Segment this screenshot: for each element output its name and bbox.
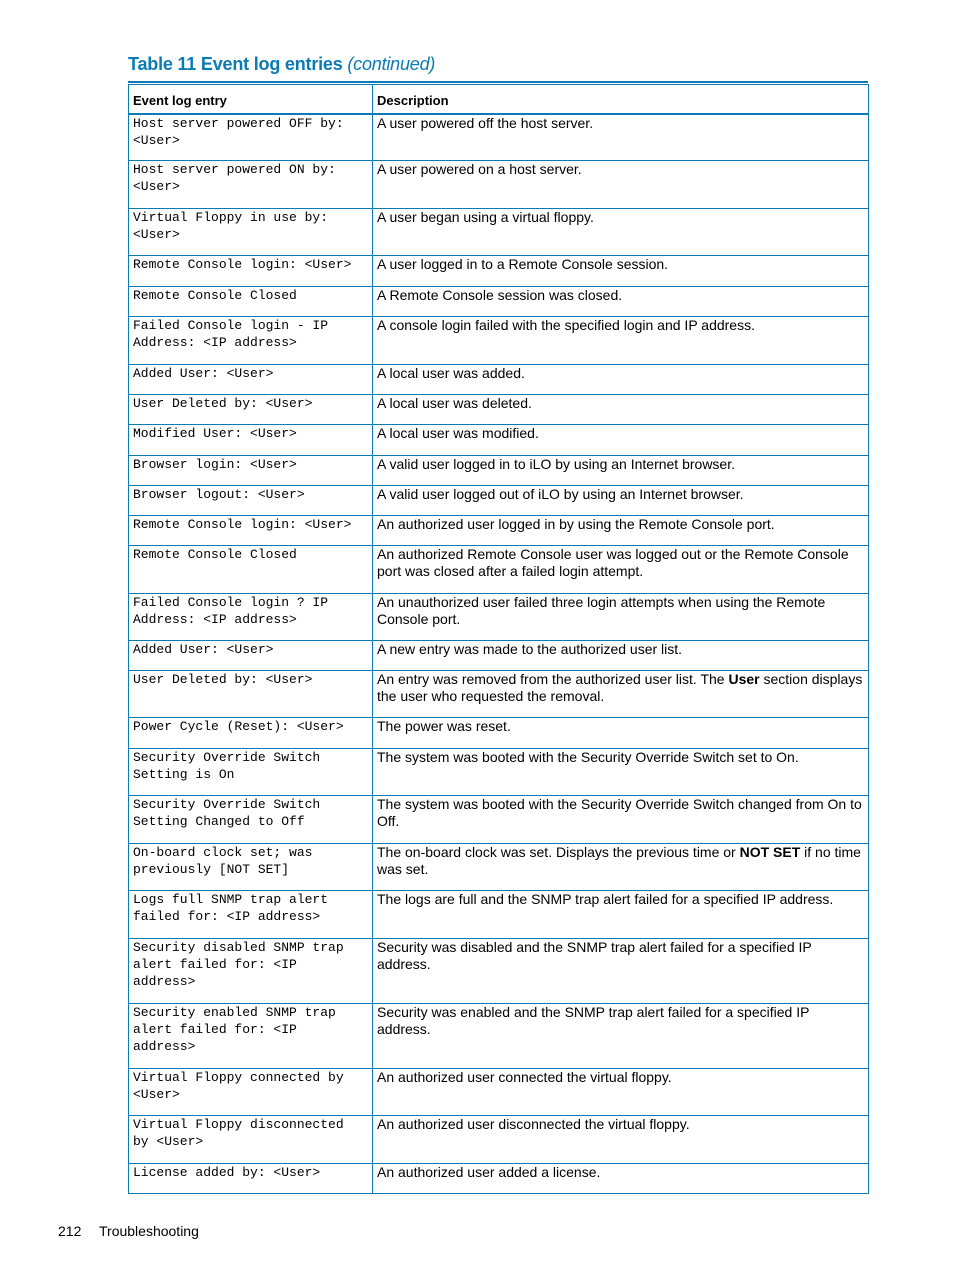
event-log-entry-cell: Virtual Floppy in use by: <User> xyxy=(129,209,373,256)
table-row xyxy=(129,209,869,256)
description-cell: The logs are full and the SNMP trap alert failed for a specified IP address. xyxy=(373,891,869,939)
event-log-entry-cell: Host server powered OFF by: <User> xyxy=(129,114,373,161)
table-row xyxy=(129,395,869,425)
caption-rule xyxy=(128,81,868,83)
table-row xyxy=(129,546,869,594)
description-cell: A local user was modified. xyxy=(373,425,869,456)
table-title: Table 11 Event log entries xyxy=(128,54,343,74)
description-cell: The power was reset. xyxy=(373,718,869,749)
description-cell: An authorized user disconnected the virtual floppy. xyxy=(373,1116,869,1164)
description-text: if no time was set. xyxy=(377,844,861,877)
event-log-entry-cell: Security enabled SNMP trap alert failed for: <IP address> xyxy=(129,1004,373,1069)
table-row xyxy=(129,287,869,317)
table-row xyxy=(129,365,869,395)
description-text: The on-board clock was set. Displays the previous time or xyxy=(377,844,740,860)
description-cell: A user began using a virtual floppy. xyxy=(373,209,869,256)
description-cell: An authorized Remote Console user was logged out or the Remote Console port was closed after a failed login attempt. xyxy=(373,546,869,594)
event-log-entry-cell: License added by: <User> xyxy=(129,1164,373,1194)
description-cell: A user logged in to a Remote Console session. xyxy=(373,256,869,287)
event-log-entry-cell: Added User: <User> xyxy=(129,365,373,395)
description-cell: An authorized user connected the virtual floppy. xyxy=(373,1069,869,1116)
description-cell: A Remote Console session was closed. xyxy=(373,287,869,317)
description-cell: A local user was deleted. xyxy=(373,395,869,425)
event-log-entry-cell: On-board clock set; was previously [NOT SET] xyxy=(129,844,373,891)
event-log-entry-cell: Remote Console login: <User> xyxy=(129,516,373,546)
event-log-entry-cell: Browser login: <User> xyxy=(129,456,373,486)
table-row xyxy=(129,516,869,546)
description-cell xyxy=(373,671,869,718)
table-row xyxy=(129,718,869,749)
event-log-entry-cell: Virtual Floppy connected by <User> xyxy=(129,1069,373,1116)
table-row xyxy=(129,161,869,209)
table-row xyxy=(129,256,869,287)
page-number: 212 xyxy=(58,1223,82,1239)
event-log-entry-cell: Browser logout: <User> xyxy=(129,486,373,516)
event-log-entry-cell: Failed Console login ? IP Address: <IP address> xyxy=(129,594,373,641)
event-log-entry-cell: Failed Console login - IP Address: <IP address> xyxy=(129,317,373,365)
table-row xyxy=(129,317,869,365)
table-row xyxy=(129,844,869,891)
table-row xyxy=(129,425,869,456)
event-log-entry-cell: User Deleted by: <User> xyxy=(129,395,373,425)
table-row xyxy=(129,671,869,718)
section-name: Troubleshooting xyxy=(99,1223,199,1239)
table-row xyxy=(129,1069,869,1116)
table-row xyxy=(129,486,869,516)
table-row xyxy=(129,796,869,844)
description-cell: A valid user logged out of iLO by using an Internet browser. xyxy=(373,486,869,516)
description-cell: The system was booted with the Security Override Switch changed from On to Off. xyxy=(373,796,869,844)
description-cell: Security was enabled and the SNMP trap alert failed for a specified IP address. xyxy=(373,1004,869,1069)
description-cell: A new entry was made to the authorized user list. xyxy=(373,641,869,671)
description-cell: A valid user logged in to iLO by using an Internet browser. xyxy=(373,456,869,486)
description-cell: The system was booted with the Security Override Switch set to On. xyxy=(373,749,869,796)
description-cell: A console login failed with the specified login and IP address. xyxy=(373,317,869,365)
description-emphasis: User xyxy=(728,671,760,687)
event-log-entry-cell: Power Cycle (Reset): <User> xyxy=(129,718,373,749)
event-log-table xyxy=(128,84,869,1194)
description-text: section displays the user who requested the removal. xyxy=(377,671,863,704)
table-row xyxy=(129,749,869,796)
description-emphasis: NOT SET xyxy=(739,844,801,860)
table-row xyxy=(129,456,869,486)
table-row xyxy=(129,114,869,161)
table-row xyxy=(129,891,869,939)
table-row xyxy=(129,939,869,1004)
event-log-entry-cell: Remote Console Closed xyxy=(129,546,373,594)
description-cell: Security was disabled and the SNMP trap alert failed for a specified IP address. xyxy=(373,939,869,1004)
description-cell: An authorized user logged in by using the Remote Console port. xyxy=(373,516,869,546)
table-body xyxy=(129,114,869,1194)
table-row xyxy=(129,641,869,671)
description-cell: An authorized user added a license. xyxy=(373,1164,869,1194)
event-log-entry-cell: Remote Console login: <User> xyxy=(129,256,373,287)
table-continued-label: (continued) xyxy=(347,54,436,74)
event-log-entry-cell: User Deleted by: <User> xyxy=(129,671,373,718)
description-cell xyxy=(373,844,869,891)
table-row xyxy=(129,1164,869,1194)
column-header-description: Description xyxy=(373,85,869,114)
table-caption xyxy=(128,54,435,75)
page-footer xyxy=(58,1223,199,1239)
table-row xyxy=(129,1116,869,1164)
event-log-entry-cell: Added User: <User> xyxy=(129,641,373,671)
description-text: An entry was removed from the authorized user list. The xyxy=(377,671,729,687)
event-log-entry-cell: Host server powered ON by: <User> xyxy=(129,161,373,209)
description-cell: An unauthorized user failed three login attempts when using the Remote Console port. xyxy=(373,594,869,641)
table-row xyxy=(129,1004,869,1069)
description-cell: A user powered off the host server. xyxy=(373,114,869,161)
column-header-event-log-entry: Event log entry xyxy=(129,85,373,114)
event-log-entry-cell: Security Override Switch Setting Changed to Off xyxy=(129,796,373,844)
event-log-entry-cell: Logs full SNMP trap alert failed for: <IP address> xyxy=(129,891,373,939)
table-row xyxy=(129,594,869,641)
description-cell: A local user was added. xyxy=(373,365,869,395)
event-log-entry-cell: Remote Console Closed xyxy=(129,287,373,317)
table-header-row xyxy=(129,85,869,114)
event-log-entry-cell: Virtual Floppy disconnected by <User> xyxy=(129,1116,373,1164)
description-cell: A user powered on a host server. xyxy=(373,161,869,209)
event-log-entry-cell: Security disabled SNMP trap alert failed for: <IP address> xyxy=(129,939,373,1004)
event-log-entry-cell: Modified User: <User> xyxy=(129,425,373,456)
event-log-entry-cell: Security Override Switch Setting is On xyxy=(129,749,373,796)
